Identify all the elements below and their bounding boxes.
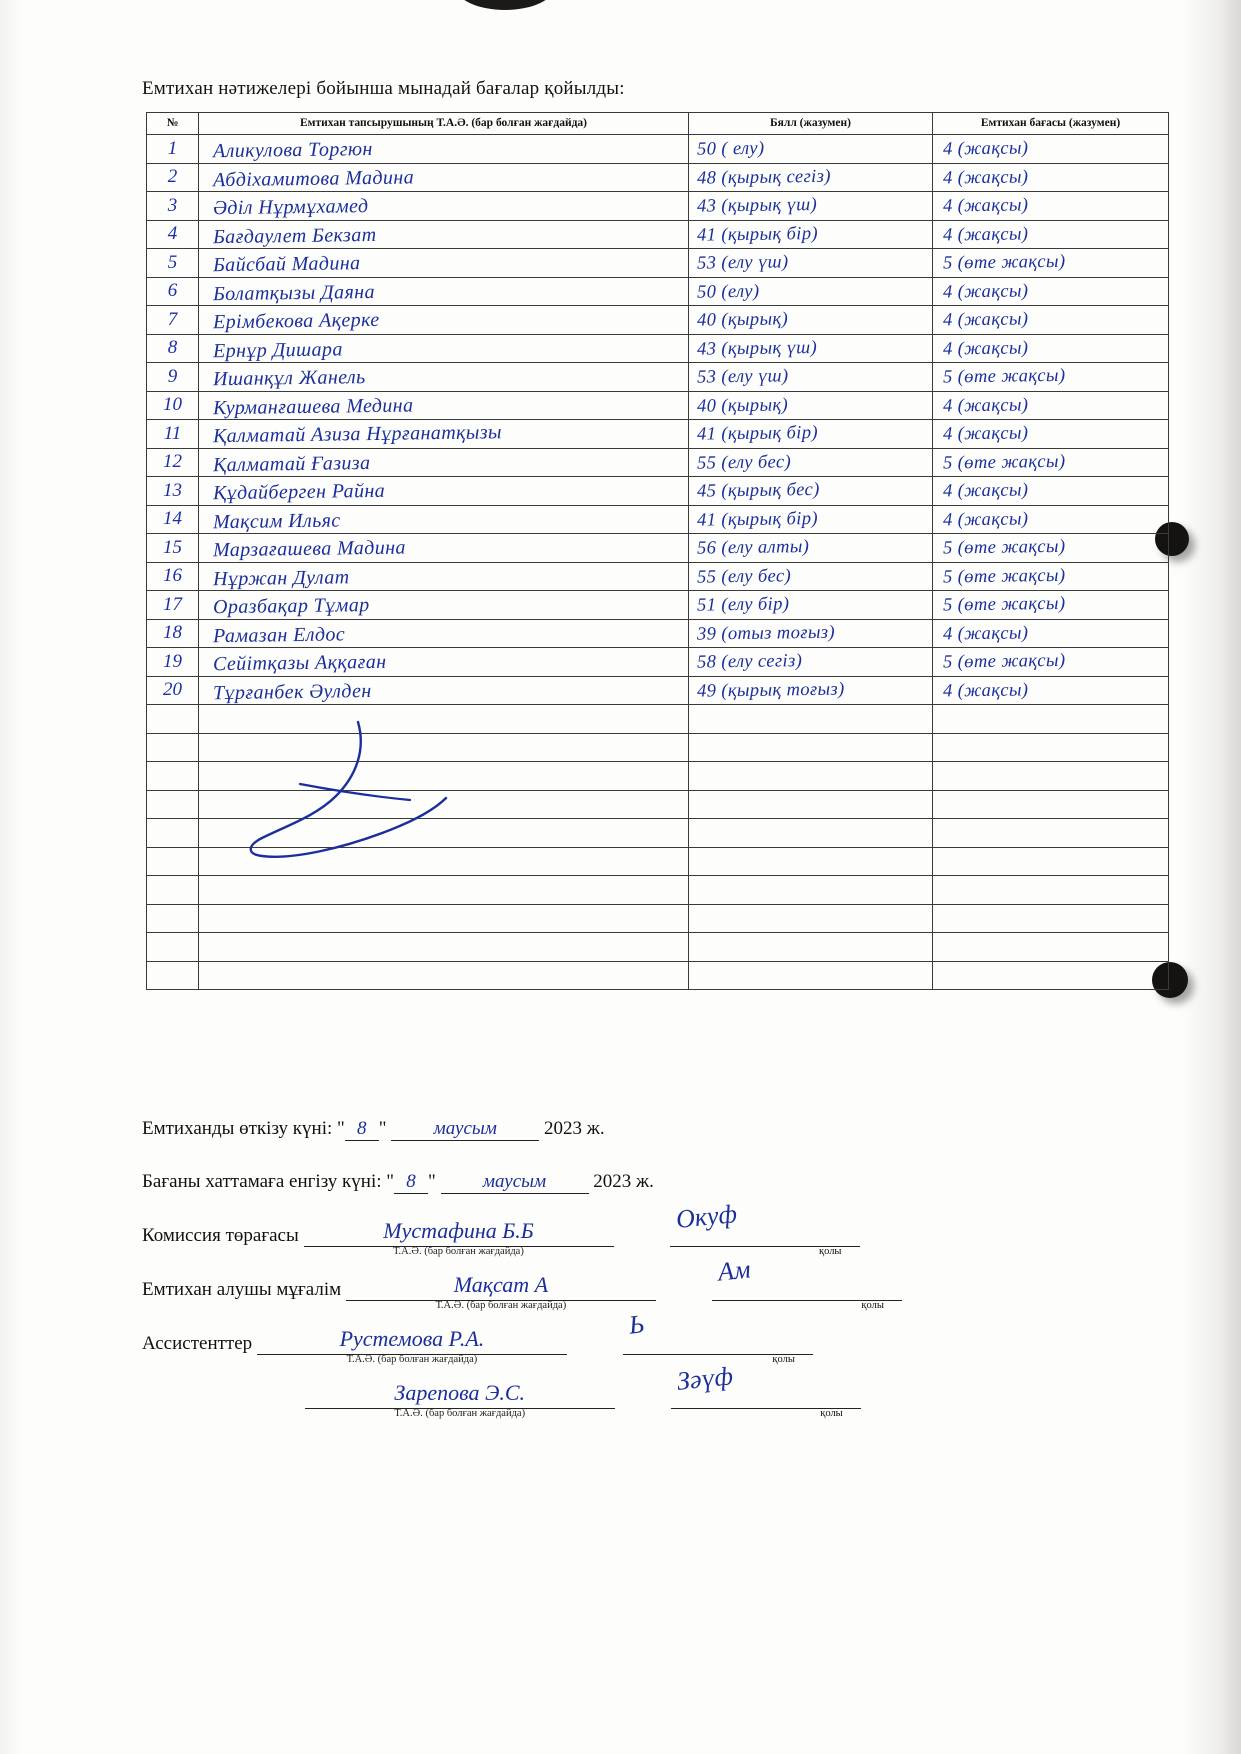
row-student-name: Тұрғанбек Әулден	[199, 676, 689, 705]
row-student-name	[199, 790, 689, 819]
row-grade	[933, 705, 1169, 734]
signature-caption: қолы	[861, 1300, 884, 1311]
row-number: 4	[147, 220, 199, 249]
row-student-name	[199, 876, 689, 905]
row-student-name: Абдіхамитова Мадина	[199, 163, 689, 192]
row-number: 8	[147, 334, 199, 363]
signatory-role: Емтихан алушы мұғалім	[142, 1279, 342, 1300]
table-row	[147, 277, 1169, 306]
row-number: 19	[147, 648, 199, 677]
signatory-role: Ассистенттер	[142, 1333, 253, 1354]
exam-date-month: маусым	[391, 1118, 539, 1141]
row-student-name	[199, 705, 689, 734]
row-grade: 4 (жақсы)	[933, 391, 1169, 420]
row-student-name: Құдайберген Райна	[199, 477, 689, 506]
row-number: 6	[147, 277, 199, 306]
table-row	[147, 676, 1169, 705]
row-score: 55 (елу бес)	[689, 448, 933, 477]
table-row	[147, 819, 1169, 848]
row-grade: 4 (жақсы)	[933, 334, 1169, 363]
intro-text: Емтихан нәтижелері бойынша мынадай бағалар қойылды:	[142, 78, 625, 99]
quote-close: "	[378, 1118, 387, 1139]
name-caption: Т.А.Ә. (бар болған жағдайда)	[394, 1408, 526, 1419]
protocol-date-year: 2023 ж.	[593, 1171, 654, 1192]
row-student-name	[199, 819, 689, 848]
row-number: 17	[147, 591, 199, 620]
row-score	[689, 847, 933, 876]
row-grade	[933, 933, 1169, 962]
protocol-date-month: маусым	[441, 1171, 589, 1194]
row-number: 10	[147, 391, 199, 420]
row-student-name	[199, 904, 689, 933]
row-score: 43 (қырық үш)	[689, 192, 933, 221]
exam-date-year: 2023 ж.	[544, 1118, 605, 1139]
row-score: 48 (қырық сегіз)	[689, 163, 933, 192]
table-row	[147, 790, 1169, 819]
row-grade: 5 (өте жақсы)	[933, 363, 1169, 392]
row-student-name	[199, 733, 689, 762]
row-student-name: Әділ Нұрмұхамед	[199, 192, 689, 221]
header-no: №	[147, 113, 199, 135]
row-number: 13	[147, 477, 199, 506]
row-student-name: Ишанқұл Жанель	[199, 363, 689, 392]
row-score: 51 (елу бір)	[689, 591, 933, 620]
table-row	[147, 306, 1169, 335]
row-score: 56 (елу алты)	[689, 534, 933, 563]
row-student-name	[199, 762, 689, 791]
table-row	[147, 705, 1169, 734]
table-row	[147, 220, 1169, 249]
row-grade: 5 (өте жақсы)	[933, 448, 1169, 477]
row-score	[689, 733, 933, 762]
row-grade: 4 (жақсы)	[933, 619, 1169, 648]
row-score: 45 (қырық бес)	[689, 477, 933, 506]
row-score: 39 (отыз тоғыз)	[689, 619, 933, 648]
page-edge-shadow-left	[0, 0, 24, 1754]
row-number: 1	[147, 135, 199, 164]
row-student-name: Курманғашева Медина	[199, 391, 689, 420]
row-score	[689, 904, 933, 933]
row-student-name: Ерімбекова Ақерке	[199, 306, 689, 335]
row-score	[689, 961, 933, 990]
row-score: 58 (елу сегіз)	[689, 648, 933, 677]
table-row	[147, 904, 1169, 933]
row-number: 2	[147, 163, 199, 192]
row-score: 43 (қырық үш)	[689, 334, 933, 363]
protocol-date-day: 8	[394, 1171, 428, 1194]
row-grade	[933, 904, 1169, 933]
row-grade	[933, 819, 1169, 848]
exam-date-row	[142, 1118, 1102, 1141]
row-score	[689, 705, 933, 734]
row-grade: 4 (жақсы)	[933, 676, 1169, 705]
table-row	[147, 534, 1169, 563]
signature-mark: Ь	[627, 1309, 646, 1340]
row-number: 9	[147, 363, 199, 392]
table-row	[147, 420, 1169, 449]
row-student-name	[199, 933, 689, 962]
row-student-name	[199, 961, 689, 990]
signatory-row	[142, 1254, 1102, 1328]
row-score: 41 (қырық бір)	[689, 220, 933, 249]
table-row	[147, 619, 1169, 648]
signatory-name: Мустафина Б.Б	[383, 1218, 534, 1243]
row-student-name: Болатқызы Даяна	[199, 277, 689, 306]
signature-caption: қолы	[772, 1354, 795, 1365]
signature-field[interactable]	[671, 1361, 861, 1419]
page-edge-shadow-right	[1181, 0, 1241, 1754]
row-score	[689, 790, 933, 819]
protocol-date-label: Бағаны хаттамаға енгізу күні:	[142, 1171, 382, 1192]
row-student-name: Қалматай Ғазиза	[199, 448, 689, 477]
table-row	[147, 363, 1169, 392]
row-grade: 5 (өте жақсы)	[933, 562, 1169, 591]
signature-caption: қолы	[818, 1246, 842, 1257]
row-student-name	[199, 847, 689, 876]
row-grade	[933, 790, 1169, 819]
row-score	[689, 819, 933, 848]
row-number: 11	[147, 420, 199, 449]
row-number	[147, 933, 199, 962]
row-student-name: Марзағашева Мадина	[199, 534, 689, 563]
row-grade: 4 (жақсы)	[933, 163, 1169, 192]
row-score: 41 (қырық бір)	[689, 505, 933, 534]
signatory-row	[142, 1198, 1102, 1274]
quote-open: "	[337, 1118, 345, 1139]
header-grade: Емтихан бағасы (жазумен)	[933, 113, 1169, 135]
row-score: 50 ( елу)	[689, 135, 933, 164]
signature-field[interactable]	[623, 1309, 813, 1365]
signatory-name-field[interactable]	[346, 1272, 656, 1311]
signatory-name-field[interactable]	[305, 1380, 615, 1419]
row-student-name: Аликулова Торгюн	[199, 135, 689, 164]
row-number	[147, 790, 199, 819]
signatory-name-field[interactable]	[304, 1218, 614, 1257]
signatory-row	[300, 1361, 1102, 1436]
row-number: 16	[147, 562, 199, 591]
row-student-name: Оразбақар Тұмар	[199, 591, 689, 620]
table-row	[147, 448, 1169, 477]
row-number: 15	[147, 534, 199, 563]
row-score: 41 (қырық бір)	[689, 420, 933, 449]
row-student-name: Рамазан Елдос	[199, 619, 689, 648]
row-number	[147, 705, 199, 734]
row-score: 50 (елу)	[689, 277, 933, 306]
table-row	[147, 192, 1169, 221]
quote-close-2: "	[428, 1171, 436, 1192]
row-student-name: Ернұр Дишара	[199, 334, 689, 363]
table-body	[147, 135, 1169, 990]
row-number	[147, 733, 199, 762]
exam-date-day: 8	[345, 1118, 379, 1141]
row-grade: 5 (өте жақсы)	[933, 249, 1169, 278]
signatory-name: Рустемова Р.А.	[339, 1326, 485, 1351]
header-name: Емтихан тапсырушының Т.А.Ә. (бар болған жағдайда)	[199, 113, 689, 135]
signature-mark: Ам	[716, 1254, 752, 1287]
table-row	[147, 135, 1169, 164]
row-score: 53 (елу үш)	[689, 363, 933, 392]
table-row	[147, 391, 1169, 420]
row-grade: 4 (жақсы)	[933, 477, 1169, 506]
row-number	[147, 904, 199, 933]
table-row	[147, 505, 1169, 534]
row-student-name: Бағдаулет Бекзат	[199, 220, 689, 249]
row-number	[147, 876, 199, 905]
row-number: 7	[147, 306, 199, 335]
row-score: 40 (қырық)	[689, 391, 933, 420]
row-number	[147, 762, 199, 791]
row-number	[147, 847, 199, 876]
row-student-name: Мақсим Ильяс	[199, 505, 689, 534]
row-grade	[933, 961, 1169, 990]
header-score: Бялл (жазумен)	[689, 113, 933, 135]
table-row	[147, 163, 1169, 192]
row-grade: 4 (жақсы)	[933, 192, 1169, 221]
row-student-name: Нұржан Дулат	[199, 562, 689, 591]
scan-artifact-top	[455, 0, 555, 10]
row-student-name: Сейітқазы Аққаған	[199, 648, 689, 677]
row-number: 12	[147, 448, 199, 477]
table-header	[147, 113, 1169, 135]
row-grade: 4 (жақсы)	[933, 420, 1169, 449]
name-caption: Т.А.Ә. (бар болған жағдайда)	[435, 1300, 567, 1311]
signatory-name: Мақсат А	[453, 1272, 549, 1297]
table-row	[147, 762, 1169, 791]
row-score	[689, 933, 933, 962]
row-student-name: Қалматай Азиза Нұрғанатқызы	[199, 420, 689, 449]
table-row	[147, 933, 1169, 962]
table-row	[147, 562, 1169, 591]
row-score: 40 (қырық)	[689, 306, 933, 335]
signature-mark: Окуф	[674, 1198, 738, 1235]
row-grade	[933, 876, 1169, 905]
row-grade: 4 (жақсы)	[933, 277, 1169, 306]
row-grade: 4 (жақсы)	[933, 505, 1169, 534]
row-score	[689, 876, 933, 905]
row-grade: 4 (жақсы)	[933, 306, 1169, 335]
footer-block	[142, 1118, 1102, 1436]
exam-date-label: Емтиханды өткізу күні:	[142, 1118, 333, 1139]
row-grade	[933, 762, 1169, 791]
row-number: 20	[147, 676, 199, 705]
row-grade: 4 (жақсы)	[933, 220, 1169, 249]
table-row	[147, 591, 1169, 620]
row-student-name: Байсбай Мадина	[199, 249, 689, 278]
row-number: 18	[147, 619, 199, 648]
table-row	[147, 961, 1169, 990]
row-score: 55 (елу бес)	[689, 562, 933, 591]
row-number: 3	[147, 192, 199, 221]
row-grade: 5 (өте жақсы)	[933, 648, 1169, 677]
name-caption: Т.А.Ә. (бар болған жағдайда)	[393, 1246, 524, 1257]
row-score: 49 (қырық тоғыз)	[689, 676, 933, 705]
table-row	[147, 334, 1169, 363]
row-grade: 5 (өте жақсы)	[933, 591, 1169, 620]
protocol-date-row	[142, 1171, 1102, 1194]
row-grade	[933, 847, 1169, 876]
table-row	[147, 733, 1169, 762]
signature-caption: қолы	[820, 1408, 843, 1419]
row-grade: 5 (өте жақсы)	[933, 534, 1169, 563]
signatory-role: Комиссия төрағасы	[142, 1225, 299, 1246]
table-row	[147, 477, 1169, 506]
row-grade: 4 (жақсы)	[933, 135, 1169, 164]
table-row	[147, 847, 1169, 876]
grades-table	[146, 112, 1169, 990]
row-number	[147, 961, 199, 990]
row-score	[689, 762, 933, 791]
table-row	[147, 648, 1169, 677]
row-number: 14	[147, 505, 199, 534]
signature-field[interactable]	[670, 1198, 860, 1257]
row-number	[147, 819, 199, 848]
signature-mark: Зәүф	[675, 1361, 734, 1396]
signature-field[interactable]	[712, 1254, 902, 1311]
signature-list	[142, 1198, 1102, 1436]
row-grade	[933, 733, 1169, 762]
signatory-name: Зарепова Э.С.	[394, 1380, 526, 1405]
quote-open-2: "	[386, 1171, 395, 1192]
signatory-name-field[interactable]	[257, 1326, 567, 1365]
signatory-row	[142, 1309, 1102, 1382]
row-score: 53 (елу үш)	[689, 249, 933, 278]
table-row	[147, 876, 1169, 905]
name-caption: Т.А.Ә. (бар болған жағдайда)	[346, 1354, 478, 1365]
row-number: 5	[147, 249, 199, 278]
table-row	[147, 249, 1169, 278]
